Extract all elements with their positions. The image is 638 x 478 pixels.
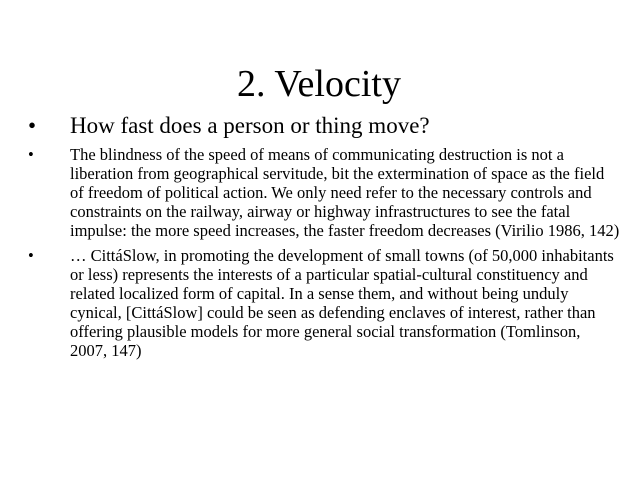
bullet-text: The blindness of the speed of means of communicating destruction is not a liberation from geographical servitude, bit the extermination of space as the field of freedom of political action. We only need refer to the necessary controls and constraints on the railway, airway or highway infrastructures to see the fatal impulse: the more speed increases, the faster freedom decreases (Virilio 1986, 142)	[70, 145, 620, 240]
bullet-point-icon: •	[28, 113, 37, 138]
slide-title: 2. Velocity	[237, 63, 401, 105]
bullet-item	[28, 145, 620, 240]
bullet-text: … CittáSlow, in promoting the development of small towns (of 50,000 inhabitants or less) represents the interests of a particular spatial-cultural constituency and related localized form of capital. In a sense them, and without being unduly cynical, [CittáSlow] could be seen as defending enclaves of interest, rather than offering plausible models for more general social transformation (Tomlinson, 2007, 147)	[70, 246, 614, 360]
bullet-point-icon: •	[28, 246, 34, 265]
bullet-text: How fast does a person or thing move?	[70, 113, 430, 138]
bullet-list	[28, 112, 620, 366]
bullet-point-icon: •	[28, 145, 34, 164]
bullet-item	[28, 246, 620, 360]
bullet-item	[28, 112, 620, 139]
